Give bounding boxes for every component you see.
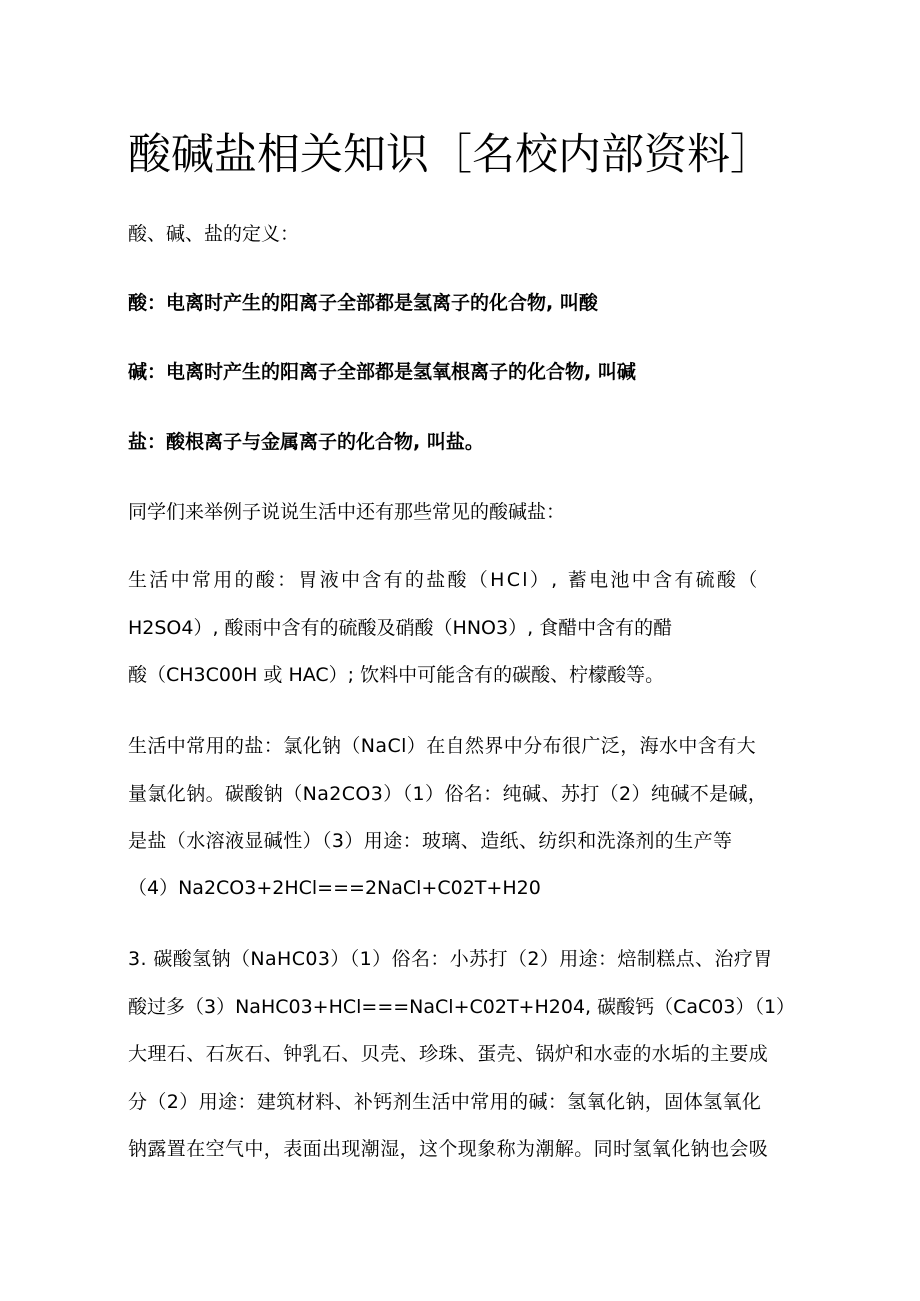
paragraph-line: 生活中常用的盐：氯化钠（NaCl）在自然界中分布很广泛，海水中含有大: [128, 735, 757, 757]
paragraph-line: （4）Na2CO3+2HCl===2NaCl+C02T+H20: [128, 877, 541, 899]
acid-definition: 酸：电离时产生的阳离子全部都是氢离子的化合物, 叫酸: [128, 292, 598, 314]
paragraph-line: H2SO4）, 酸雨中含有的硫酸及硝酸（HNO3）, 食醋中含有的醋: [128, 617, 673, 639]
salt-definition: 盐：酸根离子与金属离子的化合物, 叫盐。: [128, 431, 484, 453]
document-title: 酸碱盐相关知识［名校内部资料］: [128, 130, 773, 180]
definitions-intro: 酸、碱、盐的定义：: [128, 223, 300, 245]
examples-prompt: 同学们来举例子说说生活中还有那些常见的酸碱盐：: [128, 501, 566, 523]
paragraph-line: 生活中常用的酸：胃液中含有的盐酸（HCl）, 蓄电池中含有硫酸（: [128, 569, 760, 591]
paragraph-line: 酸（CH3C00H 或 HAC）; 饮料中可能含有的碳酸、柠檬酸等。: [128, 664, 665, 686]
paragraph-line: 量氯化钠。碳酸钠（Na2CO3）（1）俗名：纯碱、苏打（2）纯碱不是碱，: [128, 783, 768, 805]
paragraph-line: 钠露置在空气中，表面出现潮湿，这个现象称为潮解。同时氢氧化钠也会吸: [128, 1138, 769, 1160]
paragraph-line: 大理石、石灰石、钟乳石、贝壳、珍珠、蛋壳、锅炉和水壶的水垢的主要成: [128, 1043, 769, 1065]
paragraph-line: 3. 碳酸氢钠（NaHC03）（1）俗名：小苏打（2）用途：焙制糕点、治疗胃: [128, 948, 773, 970]
paragraph-line: 分（2）用途：建筑材料、补钙剂生活中常用的碱：氢氧化钠，固体氢氧化: [128, 1091, 762, 1113]
paragraph-line: 酸过多（3）NaHC03+HCl===NaCl+C02T+H204, 碳酸钙（CaC03）（1）: [128, 996, 796, 1018]
base-definition: 碱：电离时产生的阳离子全部都是氢氧根离子的化合物, 叫碱: [128, 361, 636, 383]
paragraph-line: 是盐（水溶液显碱性）（3）用途：玻璃、造纸、纺织和洗涤剂的生产等: [128, 830, 733, 852]
